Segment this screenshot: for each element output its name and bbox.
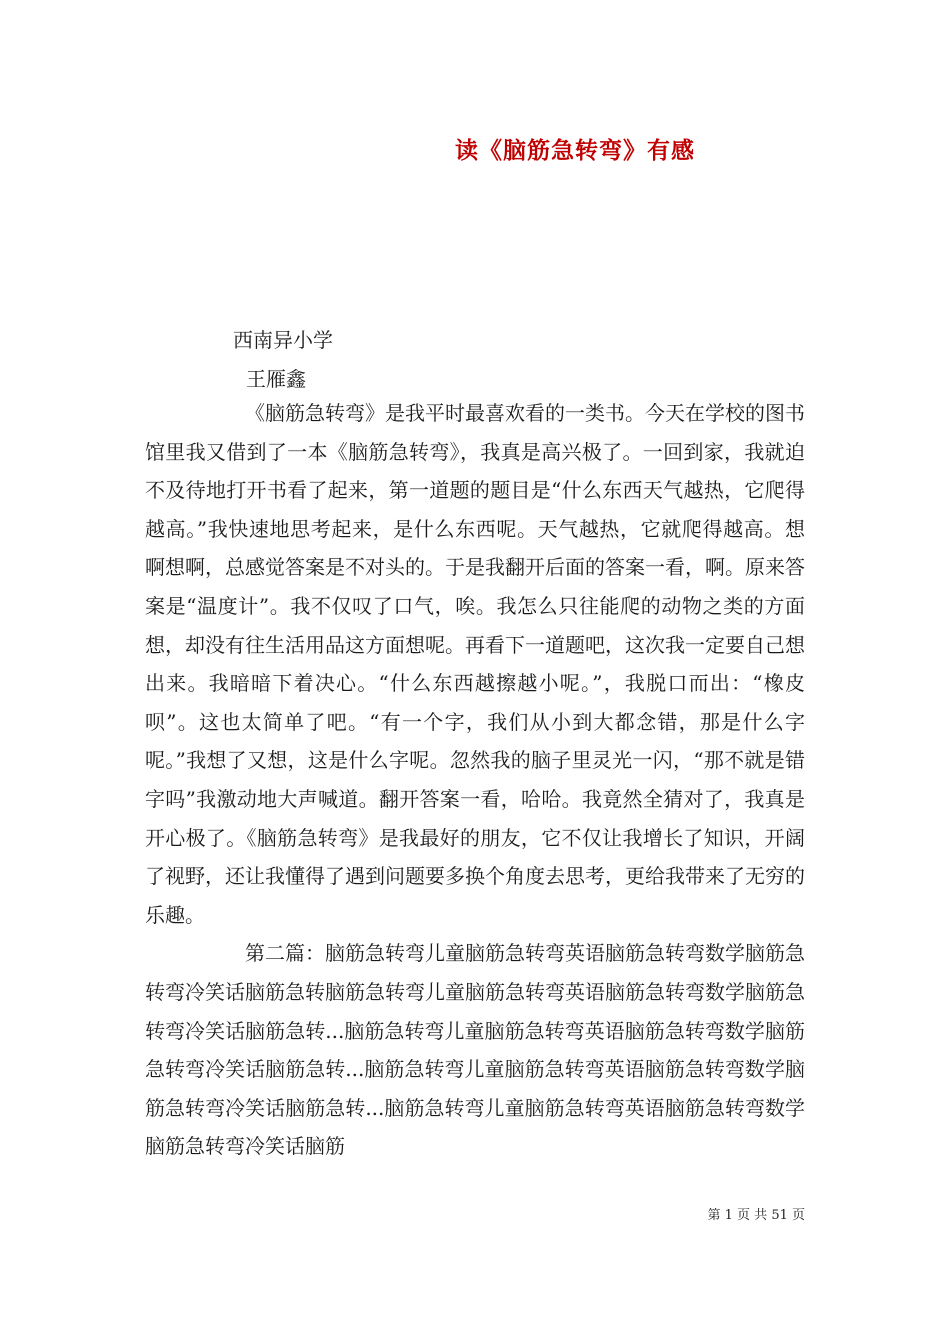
document-body (145, 394, 805, 1166)
document-title: 读《脑筋急转弯》有感 (455, 137, 695, 164)
author-name: 王雁鑫 (246, 367, 306, 391)
paragraph-essay: 《脑筋急转弯》是我平时最喜欢看的一类书。今天在学校的图书馆里我又借到了一本《脑筋急转弯》，我真是高兴极了。一回到家，我就迫不及待地打开书看了起来，第一道题的题目是“什么东西天气越热，它爬得越高。”我快速地思考起来，是什么东西呢。天气越热，它就爬得越高。想啊想啊，总感觉答案是不对头的。于是我翻开后面的答案一看，啊。原来答案是“温度计”。我不仅叹了口气，唉。我怎么只往能爬的动物之类的方面想，却没有往生活用品这方面想呢。再看下一道题吧，这次我一定要自己想出来。我暗暗下着决心。“什么东西越擦越小呢。”，我脱口而出：“橡皮呗”。这也太简单了吧。“有一个字，我们从小到大都念错，那是什么字呢。”我想了又想，这是什么字呢。忽然我的脑子里灵光一闪，“那不就是错字吗”我激动地大声喊道。翻开答案一看，哈哈。我竟然全猜对了，我真是开心极了。《脑筋急转弯》是我最好的朋友，它不仅让我增长了知识，开阔了视野，还让我懂得了遇到问题要多换个角度去思考，更给我带来了无穷的乐趣。 (145, 401, 805, 927)
paragraph-second-article: 第二篇：脑筋急转弯儿童脑筋急转弯英语脑筋急转弯数学脑筋急转弯冷笑话脑筋急转脑筋急转弯儿童脑筋急转弯英语脑筋急转弯数学脑筋急转弯冷笑话脑筋急转...脑筋急转弯儿童脑筋急转弯英语脑筋急转弯数学脑筋急转弯冷笑话脑筋急转...脑筋急转弯儿童脑筋急转弯英语脑筋急转弯数学脑筋急转弯冷笑话脑筋急转...脑筋急转弯儿童脑筋急转弯英语脑筋急转弯数学脑筋急转弯冷笑话脑筋 (145, 941, 805, 1159)
school-name: 西南异小学 (233, 328, 333, 352)
page-number-footer: 第 1 页 共 51 页 (707, 1208, 805, 1223)
